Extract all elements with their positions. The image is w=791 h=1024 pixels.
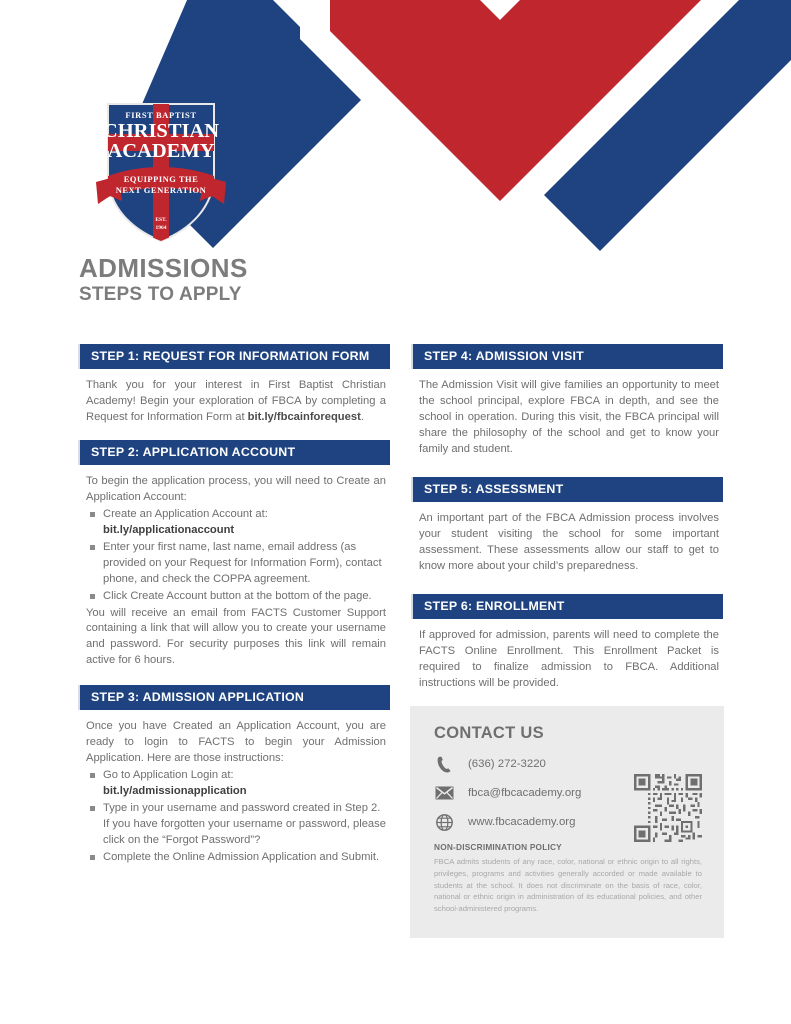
logo-line-1: CHRISTIAN [102,120,220,142]
logo-line-top: FIRST BAPTIST [125,110,197,120]
bullet-text: Go to Application Login at: [103,769,234,782]
list-item [86,850,386,866]
step-2-intro: To begin the application process, you will need to Create an Application Account: [86,475,386,504]
list-item [86,540,386,588]
logo-est-year: 1964 [155,225,167,231]
step-1-body [78,369,390,426]
step-3-bullet-list [86,768,386,865]
globe-icon [434,813,454,831]
page-subtitle: STEPS TO APPLY [79,284,242,306]
step-1-text-end: . [360,411,364,424]
step-5-paragraph: An important part of the FBCA Admission process involves your student visiting the school for some important assessment. These assessments allow our staff to get to know more about your child’s preparedness. [419,512,719,572]
policy-text: FBCA admits students of any race, color, national or ethnic origin to all rights, privileges, programs and activities generally accorded or made available to students at the school. It does not discriminate on the basis of race, color, national or ethnic origin in administration of its educational policies, and other school-administered programs. [434,857,702,914]
steps-column-right [411,344,723,706]
contact-website-row[interactable] [434,813,704,831]
bullet-text: Enter your first name, last name, email address (as provided on your Request for Information Form), contact phone, and check the COPPA agreement. [103,540,382,585]
ribbon-line-1: EQUIPPING THE [123,174,199,184]
step-6-block [411,594,723,692]
step-5-block [411,477,723,575]
list-item [86,507,386,539]
step-1-text: Thank you for your interest in First Baptist Christian Academy! Begin your exploration of FBCA by completing a Request for Information Form at [86,379,386,424]
step-2-block [78,440,390,669]
logo-est-label: EST. [155,217,167,223]
step-6-body [411,619,723,692]
step-5-body [411,502,723,575]
bullet-link[interactable]: bit.ly/applicationaccount [103,523,235,536]
step-1-header: STEP 1: REQUEST FOR INFORMATION FORM [78,344,390,369]
step-1-block [78,344,390,426]
logo-line-2: ACADEMY [107,140,215,162]
step-3-block [78,685,390,865]
step-3-intro: Once you have Created an Application Account, you are ready to login to FACTS to begin your Admission Application. Here are those instructions: [86,720,386,765]
step-2-outro: You will receive an email from FACTS Customer Support containing a link that will allow you to create your username and password. For security purposes this link will remain active for 6 hours. [86,606,386,667]
contact-email[interactable]: fbca@fbcacademy.org [468,787,582,799]
policy-title: NON-DISCRIMINATION POLICY [434,842,562,852]
step-2-header: STEP 2: APPLICATION ACCOUNT [78,440,390,465]
contact-website[interactable]: www.fbcacademy.org [468,816,576,828]
step-2-body [78,465,390,669]
phone-icon [434,755,454,773]
step-6-header: STEP 6: ENROLLMENT [411,594,723,619]
envelope-icon [434,784,454,802]
bullet-text: Create an Application Account at: [103,508,268,521]
contact-us-panel [410,706,724,938]
step-4-block [411,344,723,458]
page-title: ADMISSIONS [79,253,248,283]
step-4-header: STEP 4: ADMISSION VISIT [411,344,723,369]
step-2-bullet-list [86,507,386,604]
contact-phone[interactable]: (636) 272-3220 [468,758,546,770]
step-1-link[interactable]: bit.ly/fbcainforequest [247,411,361,424]
bullet-text: Click Create Account button at the bottom of the page. [103,589,372,602]
bullet-link[interactable]: bit.ly/admissionapplication [103,785,247,798]
steps-column-left [78,344,390,880]
page-title-block [79,255,248,306]
step-3-header: STEP 3: ADMISSION APPLICATION [78,685,390,710]
bullet-text: Type in your username and password created in Step 2. If you have forgotten your username or password, please click on the “Forgot Password”? [103,801,386,846]
step-3-body [78,710,390,865]
non-discrimination-policy [434,842,704,915]
contact-email-row[interactable] [434,784,704,802]
step-4-paragraph: The Admission Visit will give families an opportunity to meet the school principal, explore FBCA in depth, and see the school in operation. During this visit, the FBCA principal will share the philosophy of the school and get to know your family and student. [419,379,719,455]
step-4-body [411,369,723,458]
list-item [86,589,386,605]
fbca-logo [86,96,236,248]
ribbon-line-2: NEXT GENERATION [115,185,207,195]
list-item [86,801,386,849]
bullet-text: Complete the Online Admission Application and Submit. [103,850,380,863]
step-5-header: STEP 5: ASSESSMENT [411,477,723,502]
step-6-paragraph: If approved for admission, parents will need to complete the FACTS Online Enrollment. This Enrollment Packet is required to finalize admission to FBCA. Additional instructions will be provided. [419,628,719,689]
list-item [86,768,386,800]
contact-phone-row[interactable] [434,755,704,773]
contact-title: CONTACT US [434,724,544,742]
step-1-paragraph [86,378,386,426]
